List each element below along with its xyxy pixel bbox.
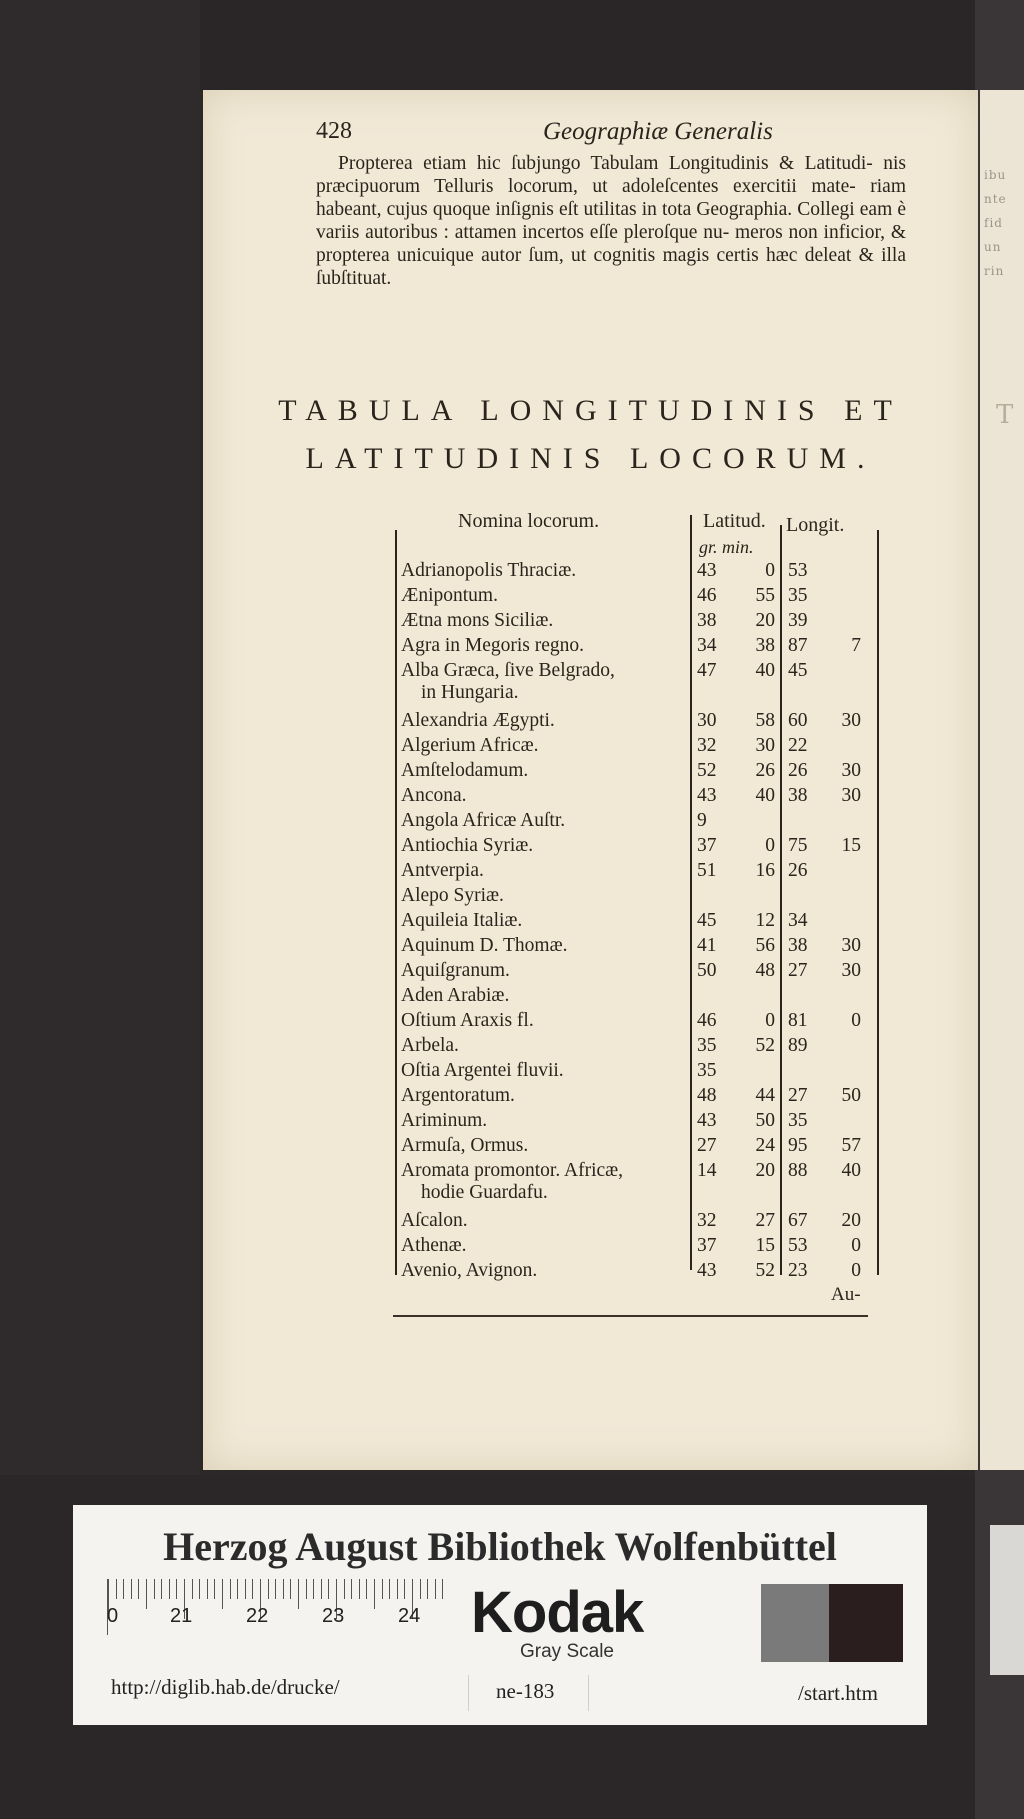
latitude-degrees: 37 — [697, 835, 717, 856]
longitude-degrees: 60 — [788, 710, 808, 731]
latitude-minutes: 55 — [755, 585, 775, 606]
place-name: Aquinum D. Thomæ. — [401, 935, 568, 956]
latitude-minutes: 16 — [755, 860, 775, 881]
longitude-minutes: 0 — [851, 1010, 861, 1031]
ruler-tick — [222, 1579, 223, 1609]
place-name: Argentoratum. — [401, 1085, 515, 1106]
latitude-minutes: 40 — [755, 785, 775, 806]
ruler-tick — [397, 1579, 398, 1599]
latitude-minutes: 40 — [755, 660, 775, 681]
longitude-minutes: 30 — [841, 960, 861, 981]
latitude-degrees: 43 — [697, 560, 717, 581]
table-row — [203, 1085, 978, 1107]
place-name: Alexandria Ægypti. — [401, 710, 555, 731]
ruler-tick — [366, 1579, 367, 1599]
longitude-degrees: 27 — [788, 1085, 808, 1106]
intro-line: riam habeant, cujus quoque inſignis eſt utilitas in tota Geographia. — [316, 176, 906, 220]
place-name: Alba Græca, ſive Belgrado, — [401, 660, 615, 681]
longitude-degrees: 34 — [788, 910, 808, 931]
latitude-minutes: 24 — [755, 1135, 775, 1156]
ruler-tick — [161, 1579, 162, 1599]
ruler-tick — [351, 1579, 352, 1599]
place-name: Algerium Africæ. — [401, 735, 539, 756]
longitude-minutes: 20 — [841, 1210, 861, 1231]
latitude-degrees: 48 — [697, 1085, 717, 1106]
ruler-label: 22 — [246, 1605, 269, 1627]
place-name: Oſtium Araxis fl. — [401, 1010, 534, 1031]
ruler-tick — [154, 1579, 155, 1599]
library-name: Herzog August Bibliothek Wolfenbüttel — [163, 1524, 837, 1569]
running-head: Geographiæ Generalis — [543, 118, 773, 145]
place-name: Ancona. — [401, 785, 467, 806]
latitude-minutes: 38 — [755, 635, 775, 656]
ruler-tick — [359, 1579, 360, 1599]
longitude-minutes: 40 — [841, 1160, 861, 1181]
next-page-fragment: fid — [984, 216, 1003, 230]
card-divider — [468, 1675, 469, 1711]
ruler-tick — [298, 1579, 299, 1609]
table-row — [203, 635, 978, 657]
ruler-tick — [321, 1579, 322, 1599]
place-name: Aquileia Italiæ. — [401, 910, 523, 931]
latitude-degrees: 43 — [697, 785, 717, 806]
ruler-tick — [283, 1579, 284, 1599]
ruler-tick — [435, 1579, 436, 1599]
kodak-logo: Kodak — [471, 1580, 644, 1645]
place-name: Oſtia Argentei fluvii. — [401, 1060, 564, 1081]
header-latitude: Latitud. — [703, 510, 766, 532]
ruler-tick — [268, 1579, 269, 1599]
latitude-minutes: 26 — [755, 760, 775, 781]
longitude-degrees: 35 — [788, 585, 808, 606]
place-name: Antiochia Syriæ. — [401, 835, 534, 856]
longitude-degrees: 95 — [788, 1135, 808, 1156]
ruler-tick — [146, 1579, 147, 1609]
latitude-minutes: 20 — [755, 610, 775, 631]
ruler-tick — [230, 1579, 231, 1599]
place-name: Aquiſgranum. — [401, 960, 510, 981]
ruler-tick — [192, 1579, 193, 1599]
place-name: Athenæ. — [401, 1235, 467, 1256]
longitude-degrees: 89 — [788, 1035, 808, 1056]
latitude-degrees: 38 — [697, 610, 717, 631]
longitude-minutes: 30 — [841, 760, 861, 781]
ruler-label: 23 — [322, 1605, 345, 1627]
place-name: Ænipontum. — [401, 585, 498, 606]
library-color-card — [73, 1505, 927, 1725]
gray-scale-label: Gray Scale — [520, 1641, 614, 1662]
intro-line: Propterea etiam hic ſubjungo Tabulam Longitudinis & Latitudi- — [338, 153, 873, 174]
table-row — [203, 835, 978, 857]
latitude-degrees: 45 — [697, 910, 717, 931]
ruler-tick — [207, 1579, 208, 1599]
next-page-fragment: un — [984, 240, 1002, 254]
table-row — [203, 1110, 978, 1132]
ruler-label: 0 — [107, 1605, 119, 1627]
table-title-line2: LATITUDINIS LOCORUM. — [305, 442, 876, 475]
place-name: Aromata promontor. Africæ, — [401, 1160, 624, 1181]
latitude-minutes: 44 — [755, 1085, 775, 1106]
longitude-minutes: 0 — [851, 1235, 861, 1256]
book-page — [203, 90, 978, 1470]
gray-swatch — [761, 1584, 829, 1662]
table-row — [203, 910, 978, 932]
longitude-degrees: 53 — [788, 560, 808, 581]
table-row — [203, 960, 978, 982]
intro-line: meros non inficior, & propterea unicuique autor ſum, ut cognitis — [316, 222, 907, 266]
latitude-degrees: 47 — [697, 660, 717, 681]
start-url: /start.htm — [798, 1681, 878, 1705]
table-row — [203, 585, 978, 607]
latitude-minutes: 20 — [755, 1160, 775, 1181]
table-row — [203, 935, 978, 957]
table-row — [203, 1135, 978, 1157]
longitude-minutes: 0 — [851, 1260, 861, 1281]
longitude-degrees: 45 — [788, 660, 808, 681]
longitude-minutes: 50 — [841, 1085, 861, 1106]
place-name: Ætna mons Siciliæ. — [401, 610, 554, 631]
longitude-degrees: 75 — [788, 835, 808, 856]
place-name-continued: in Hungaria. — [421, 682, 519, 703]
ruler-tick — [138, 1579, 139, 1599]
latitude-minutes: 50 — [755, 1110, 775, 1131]
longitude-degrees: 67 — [788, 1210, 808, 1231]
next-page-fragment: ibu — [984, 168, 1007, 182]
next-page-fragment: nte — [984, 192, 1007, 206]
latitude-minutes: 52 — [755, 1260, 775, 1281]
intro-line: nis præcipuorum Telluris locorum, ut adoleſcentes exercitii mate- — [316, 153, 906, 197]
latitude-minutes: 12 — [755, 910, 775, 931]
latitude-minutes: 52 — [755, 1035, 775, 1056]
latitude-minutes: 0 — [765, 835, 775, 856]
longitude-degrees: 53 — [788, 1235, 808, 1256]
longitude-degrees: 23 — [788, 1260, 808, 1281]
ruler-tick — [344, 1579, 345, 1599]
latitude-minutes: 56 — [755, 935, 775, 956]
table-row — [203, 560, 978, 582]
latitude-degrees: 34 — [697, 635, 717, 656]
table-row — [203, 985, 978, 1007]
latitude-minutes: 58 — [755, 710, 775, 731]
latitude-degrees: 14 — [697, 1160, 717, 1181]
place-name-continued: hodie Guardafu. — [421, 1182, 548, 1203]
ruler-tick — [442, 1579, 443, 1599]
longitude-degrees: 35 — [788, 1110, 808, 1131]
table-row — [203, 710, 978, 732]
ruler-tick — [176, 1579, 177, 1599]
table-row — [203, 610, 978, 632]
ruler-tick — [116, 1579, 117, 1599]
latitude-minutes: 0 — [765, 1010, 775, 1031]
latitude-degrees: 52 — [697, 760, 717, 781]
place-name: Aſcalon. — [401, 1210, 468, 1231]
place-name: Arbela. — [401, 1035, 459, 1056]
table-row — [203, 885, 978, 907]
longitude-degrees: 81 — [788, 1010, 808, 1031]
ruler-tick — [252, 1579, 253, 1599]
longitude-degrees: 39 — [788, 610, 808, 631]
longitude-degrees: 27 — [788, 960, 808, 981]
longitude-degrees: 26 — [788, 760, 808, 781]
latitude-minutes: 48 — [755, 960, 775, 981]
header-degrees-minutes: gr. min. — [699, 537, 754, 557]
longitude-minutes: 7 — [851, 635, 861, 656]
place-name: Antverpia. — [401, 860, 484, 881]
next-page-edge — [980, 90, 1024, 1470]
place-name: Angola Africæ Auſtr. — [401, 810, 566, 831]
latitude-minutes: 0 — [765, 560, 775, 581]
ruler-tick — [374, 1579, 375, 1609]
latitude-degrees: 35 — [697, 1060, 717, 1081]
dark-swatch — [829, 1584, 903, 1662]
table-bottom-rule — [393, 1315, 868, 1317]
longitude-degrees: 38 — [788, 935, 808, 956]
latitude-degrees: 46 — [697, 585, 717, 606]
latitude-degrees: 32 — [697, 1210, 717, 1231]
place-name: Avenio, Avignon. — [401, 1260, 538, 1281]
latitude-degrees: 43 — [697, 1260, 717, 1281]
table-row — [203, 860, 978, 882]
longitude-minutes: 30 — [841, 785, 861, 806]
next-page-fragment: rin — [984, 264, 1005, 278]
table-row — [203, 735, 978, 757]
latitude-minutes: 27 — [755, 1210, 775, 1231]
table-row — [203, 785, 978, 807]
ruler-label: 24 — [398, 1605, 421, 1627]
longitude-minutes: 30 — [841, 935, 861, 956]
longitude-degrees: 88 — [788, 1160, 808, 1181]
table-row — [203, 1210, 978, 1232]
place-name: Adrianopolis Thraciæ. — [401, 560, 577, 581]
table-row — [203, 1010, 978, 1032]
page-number: 428 — [316, 118, 352, 144]
latitude-degrees: 37 — [697, 1235, 717, 1256]
ruler-tick — [131, 1579, 132, 1599]
longitude-minutes: 15 — [841, 835, 861, 856]
intro-line: magis certis hæc deleat & illa ſubſtituat. — [316, 245, 906, 289]
intro-paragraph — [316, 152, 906, 290]
header-names: Nomina locorum. — [458, 510, 600, 532]
ruler-tick — [245, 1579, 246, 1599]
longitude-degrees: 38 — [788, 785, 808, 806]
next-page-fragment: T — [996, 400, 1015, 430]
ruler-tick — [237, 1579, 238, 1599]
ruler-tick — [313, 1579, 314, 1599]
table-row — [203, 1060, 978, 1082]
latitude-minutes: 15 — [755, 1235, 775, 1256]
place-name: Agra in Megoris regno. — [401, 635, 585, 656]
ruler-label: 21 — [170, 1605, 193, 1627]
ruler-tick — [306, 1579, 307, 1599]
table-row — [203, 1160, 978, 1203]
ruler-tick — [328, 1579, 329, 1599]
longitude-minutes: 30 — [841, 710, 861, 731]
ruler-tick — [427, 1579, 428, 1599]
library-url: http://diglib.hab.de/drucke/ — [111, 1675, 340, 1699]
latitude-degrees: 50 — [697, 960, 717, 981]
latitude-degrees: 30 — [697, 710, 717, 731]
header-longitude: Longit. — [786, 514, 845, 536]
ruler-tick — [389, 1579, 390, 1599]
table-row — [203, 660, 978, 703]
place-name: Alepo Syriæ. — [401, 885, 504, 906]
ruler-tick — [123, 1579, 124, 1599]
latitude-degrees: 46 — [697, 1010, 717, 1031]
latitude-degrees: 43 — [697, 1110, 717, 1131]
ruler-tick — [382, 1579, 383, 1599]
longitude-degrees: 22 — [788, 735, 808, 756]
ruler-tick — [169, 1579, 170, 1599]
intro-line: Collegi eam è variis autoribus : attamen incertos eſſe pleroſque nu- — [316, 199, 906, 243]
latitude-minutes: 30 — [755, 735, 775, 756]
place-name: Aden Arabiæ. — [401, 985, 510, 1006]
latitude-degrees: 35 — [697, 1035, 717, 1056]
table-title-line1: TABULA LONGITUDINIS ET — [278, 394, 903, 427]
ruler-tick — [199, 1579, 200, 1599]
latitude-degrees: 51 — [697, 860, 717, 881]
ruler-tick — [420, 1579, 421, 1599]
longitude-degrees: 87 — [788, 635, 808, 656]
place-name: Armuſa, Ormus. — [401, 1135, 529, 1156]
latitude-degrees: 41 — [697, 935, 717, 956]
table-row — [203, 1035, 978, 1057]
ruler-tick — [404, 1579, 405, 1599]
table-row — [203, 810, 978, 832]
ruler-tick — [275, 1579, 276, 1599]
catchword: Au- — [831, 1284, 861, 1305]
table-row — [203, 1235, 978, 1257]
longitude-degrees: 26 — [788, 860, 808, 881]
ruler-tick — [214, 1579, 215, 1599]
longitude-minutes: 57 — [841, 1135, 861, 1156]
card-divider — [588, 1675, 589, 1711]
next-card-edge — [990, 1525, 1024, 1675]
ruler-tick — [290, 1579, 291, 1599]
latitude-degrees: 32 — [697, 735, 717, 756]
latitude-degrees: 9 — [697, 810, 707, 831]
table-row — [203, 1260, 978, 1282]
place-name: Ariminum. — [401, 1110, 488, 1131]
shelfmark-code: ne-183 — [496, 1679, 555, 1703]
latitude-degrees: 27 — [697, 1135, 717, 1156]
table-row — [203, 760, 978, 782]
place-name: Amſtelodamum. — [401, 760, 529, 781]
